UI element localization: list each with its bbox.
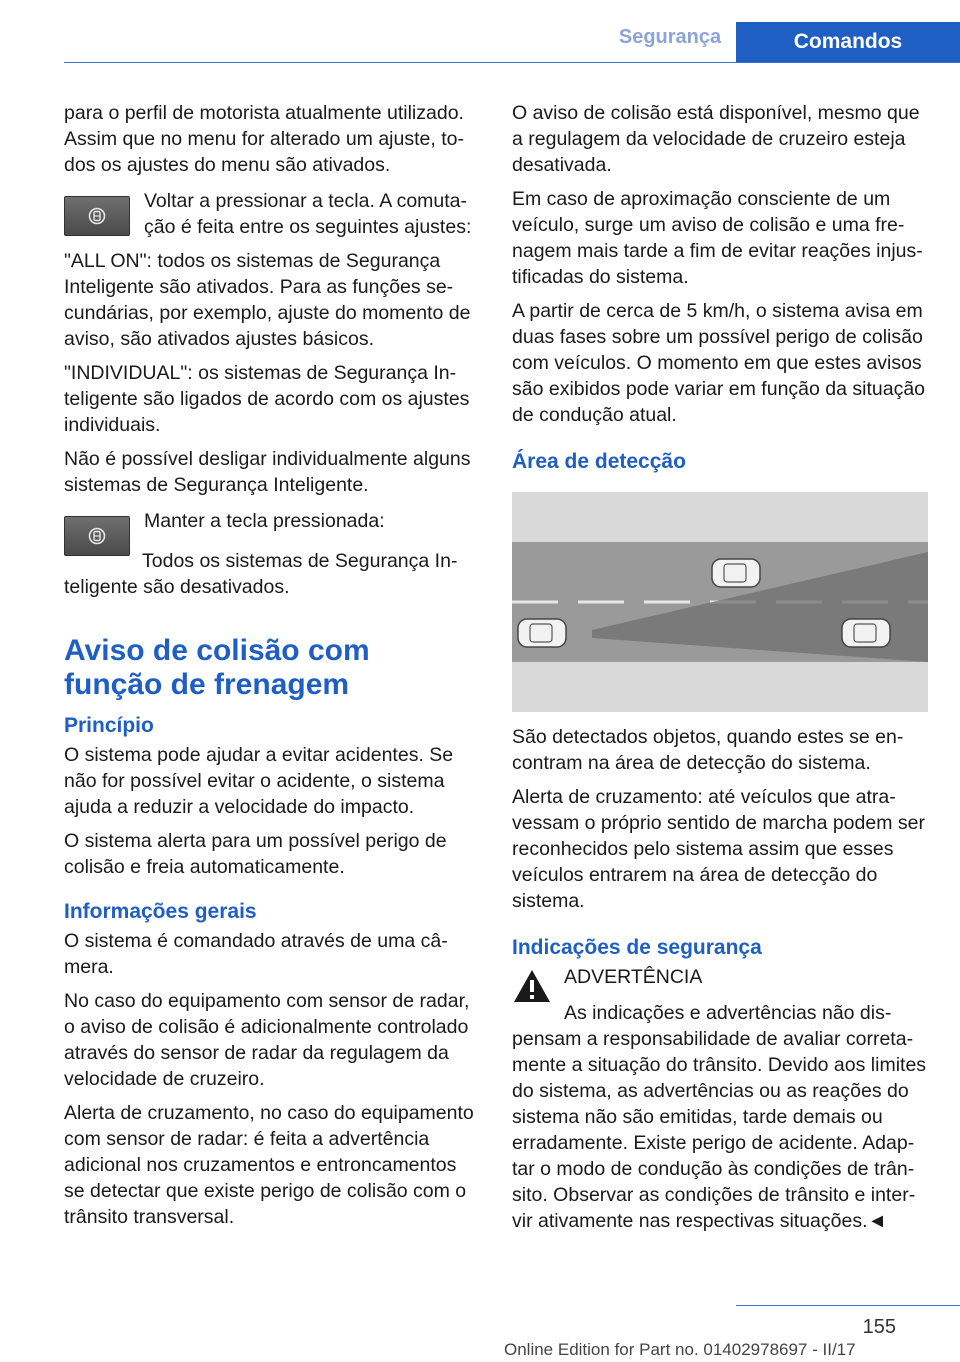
driving-assistant-button-icon	[64, 196, 130, 236]
warning-block	[512, 964, 928, 1004]
header-divider	[64, 62, 960, 63]
paragraph: São detectados objetos, quando estes se encontram na área de detecção do sistema.	[512, 726, 904, 774]
paragraph: Alerta de cruzamento, no caso do equipamento com sensor de radar: é feita a advertência adicional nos cruzamentos e entroncamentos se detectar que existe perigo de colisão com o trânsito transversal.	[64, 1102, 474, 1228]
paragraph: Alerta de cruzamento: até veículos que atravessam o próprio sentido de marcha podem ser reconhecidos pelo sistema assim que esses veículos entrarem na área de detecção do sistema.	[512, 786, 925, 912]
paragraph: O sistema é comandado através de uma câmera.	[64, 930, 448, 978]
paragraph: A partir de cerca de 5 km/h, o sistema avisa em duas fases sobre um possível perigo de colisão com veículos. O momento em que estes avisos são exibidos pode variar em função da situação de condução atual.	[512, 300, 926, 426]
paragraph: Todos os sistemas de Segurança Inteligente são desativados.	[64, 550, 458, 598]
right-column	[512, 100, 928, 1242]
header-section-tab: Segurança	[618, 26, 722, 48]
car-icon	[842, 619, 890, 647]
detection-area-diagram	[512, 492, 928, 712]
button-instruction-text: Manter a tecla pressionada:	[144, 510, 385, 532]
button-instruction	[64, 188, 476, 248]
paragraph: No caso do equipamento com sensor de radar, o aviso de colisão é adicionalmente controlado através do sensor de radar da regulagem da velocidade de cruzeiro.	[64, 990, 470, 1090]
header-chapter-tab: Comandos	[736, 22, 960, 62]
subsection-heading-detection-area: Área de detecção	[512, 450, 686, 473]
warning-text: As indicações e advertências não dispensam a responsabilidade de avaliar corretamente a situação do trânsito. Devido aos limites do sistema, as advertências ou as reações do sistema não são emitidas, tarde demais ou erradamente. Existe perigo de acidente. Adaptar o modo de condução às condições de trânsito. Observar as condições de trânsito e intervir ativamente nas respectivas situações.◄	[512, 1002, 927, 1232]
paragraph: Não é possível desligar individualmente alguns sistemas de Segurança Inteligente.	[64, 448, 471, 496]
section-heading: Aviso de colisão com função de frenagem	[64, 634, 370, 701]
button-instruction-text: Voltar a pressionar a tecla. A comutação é feita entre os seguintes ajustes:	[144, 190, 472, 238]
warning-title: ADVERTÊNCIA	[564, 966, 703, 988]
paragraph: "ALL ON": todos os sistemas de Segurança Inteligente são ativados. Para as funções secundárias, por exemplo, ajuste do momento de aviso, são ativados ajustes básicos.	[64, 250, 471, 350]
paragraph: Em caso de aproximação consciente de um veículo, surge um aviso de colisão e uma frenagem mais tarde a fim de evitar reações injustificadas do sistema.	[512, 188, 923, 288]
warning-icon	[512, 968, 552, 1004]
paragraph: O sistema alerta para um possível perigo de colisão e freia automaticamente.	[64, 830, 447, 878]
edition-note: Online Edition for Part no. 01402978697 - II/17	[504, 1340, 856, 1359]
footer-divider	[736, 1305, 960, 1306]
subsection-heading-general: Informações gerais	[64, 900, 257, 923]
subsection-heading-principle: Princípio	[64, 714, 154, 737]
paragraph: "INDIVIDUAL": os sistemas de Segurança Inteligente são ligados de acordo com os ajustes individuais.	[64, 362, 470, 436]
paragraph: O aviso de colisão está disponível, mesmo que a regulagem da velocidade de cruzeiro esteja desativada.	[512, 102, 920, 176]
subsection-heading-safety: Indicações de segurança	[512, 936, 762, 959]
paragraph: O sistema pode ajudar a evitar acidentes. Se não for possível evitar o acidente, o sistema ajuda a reduzir a velocidade do impacto.	[64, 744, 454, 818]
paragraph: para o perfil de motorista atualmente utilizado. Assim que no menu for alterado um ajuste, todos os ajustes do menu são ativados.	[64, 102, 464, 176]
left-column	[64, 100, 476, 1238]
driving-assistant-button-icon	[64, 516, 130, 556]
page-number: 155	[862, 1316, 896, 1338]
car-icon	[712, 559, 760, 587]
car-icon	[518, 619, 566, 647]
